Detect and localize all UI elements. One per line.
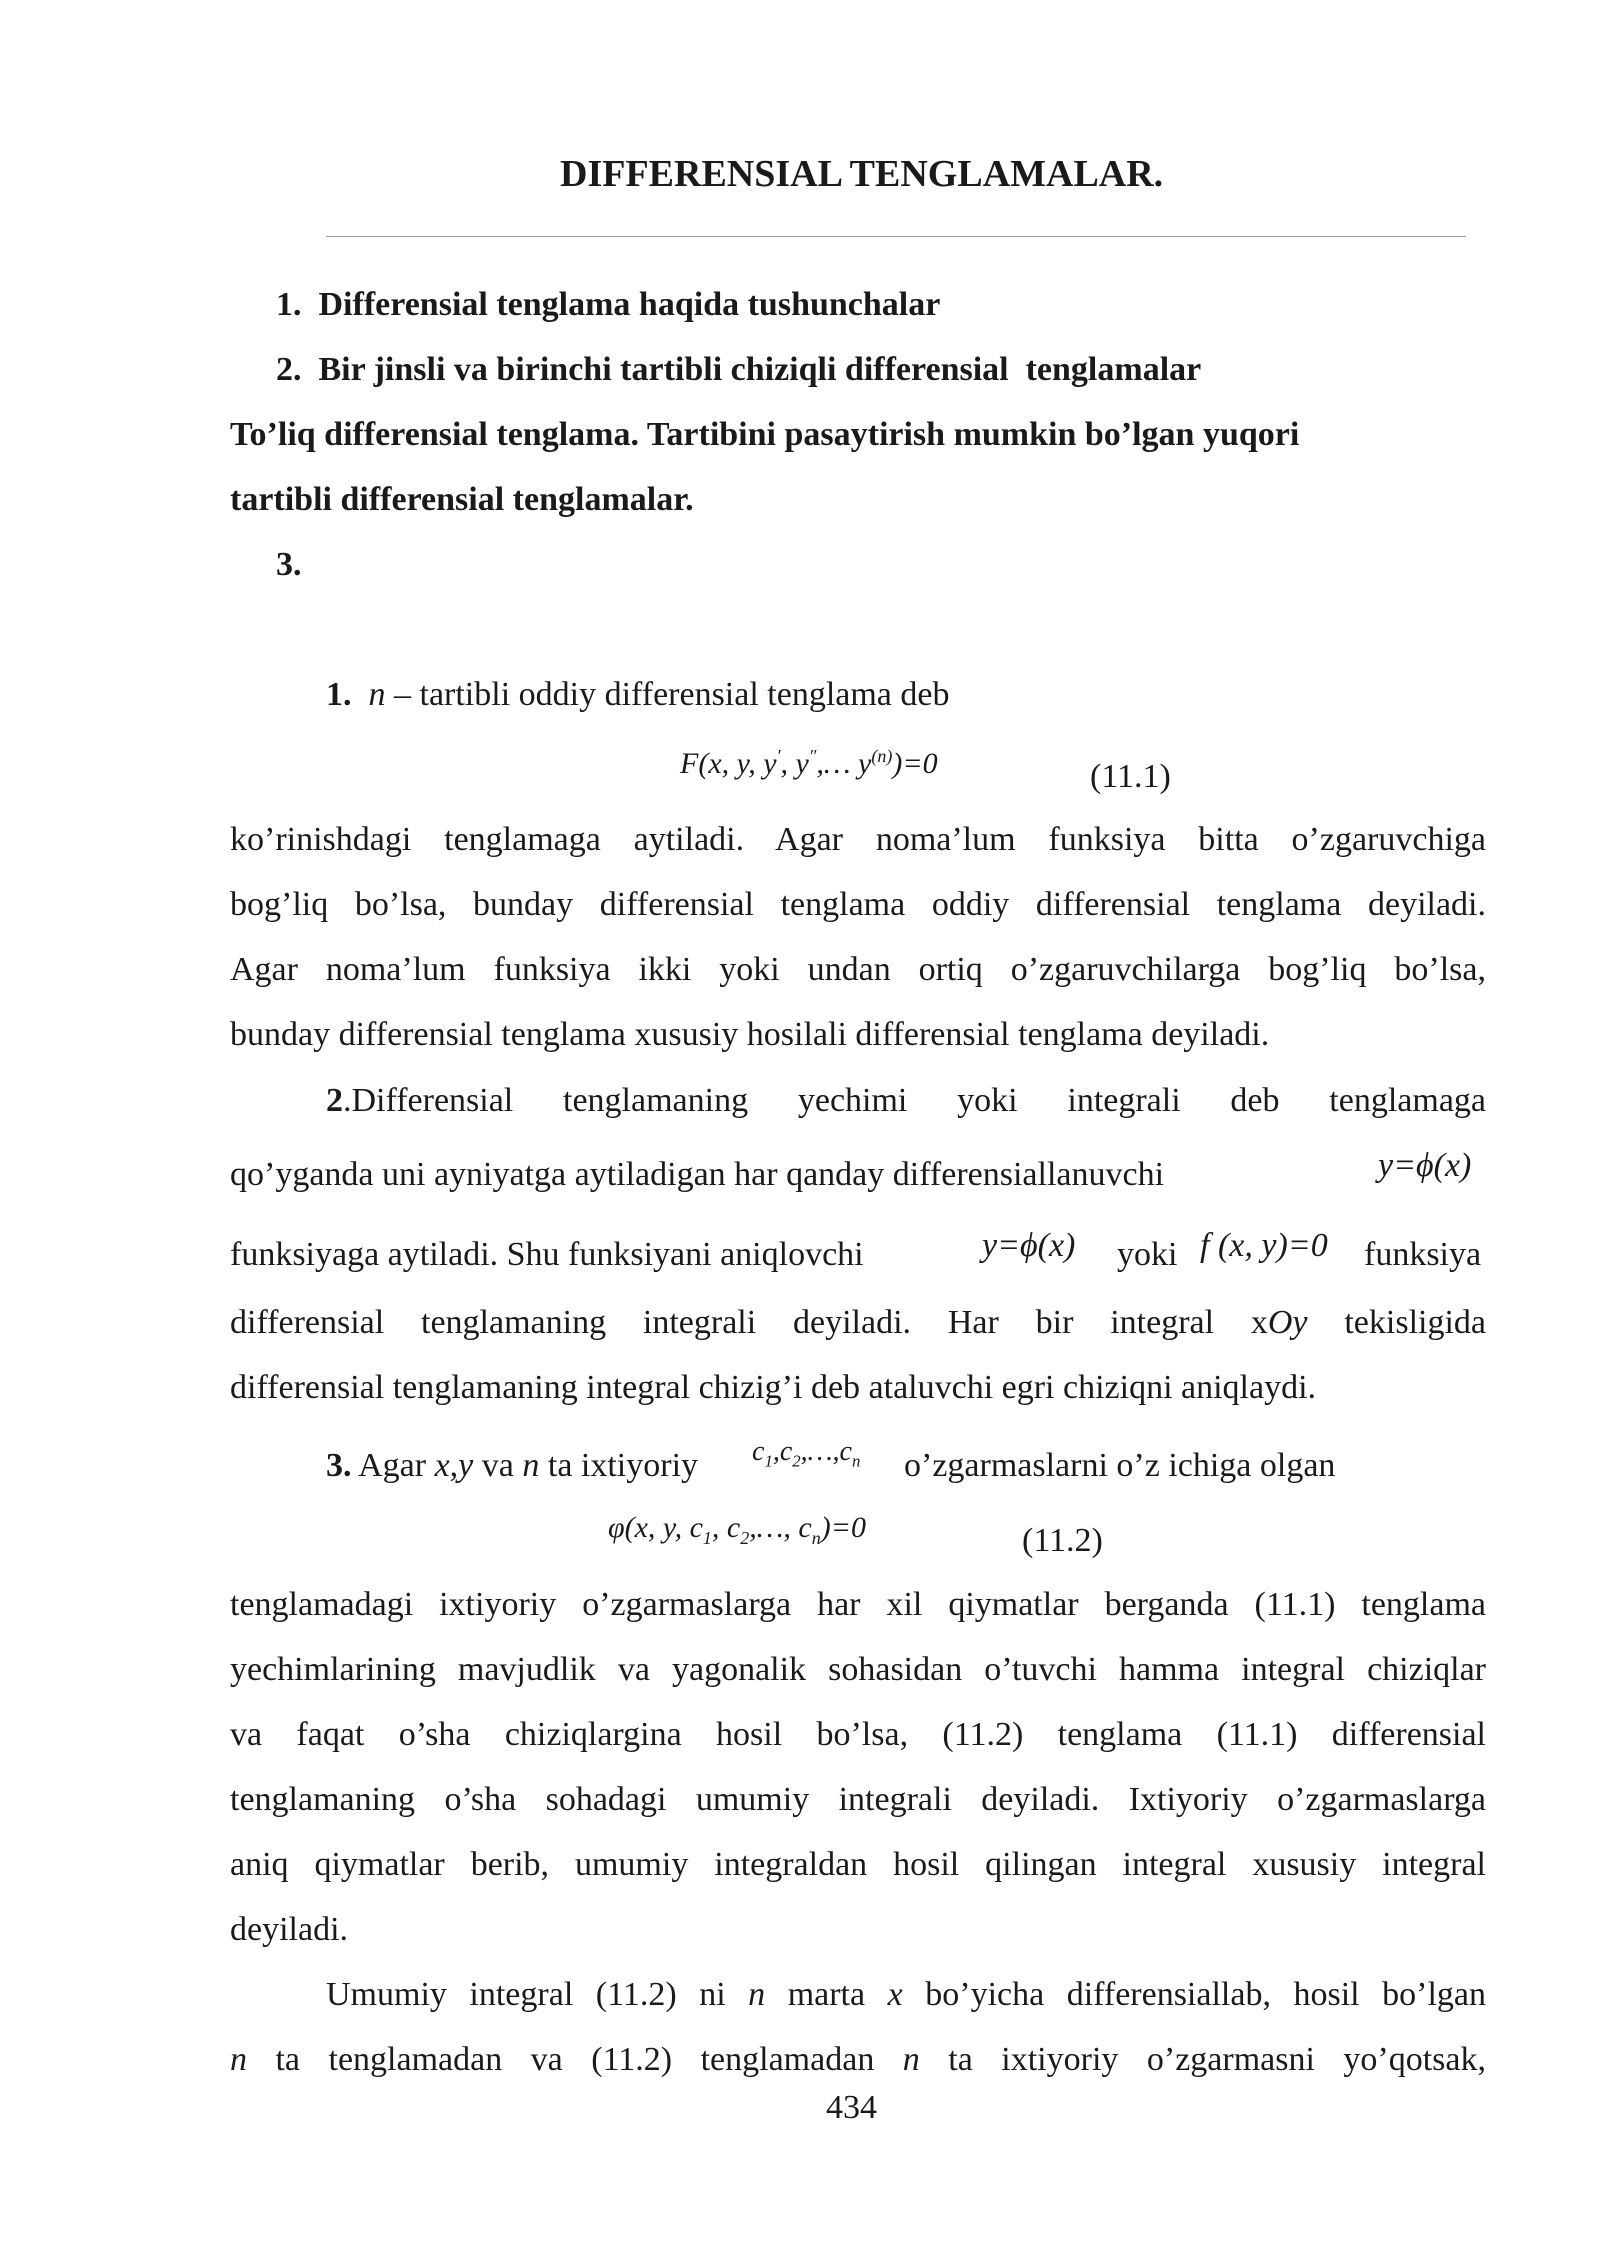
- section-2-line-1-text: .Differensial tenglamaning yechimi yoki integrali deb tenglamaga: [343, 1082, 1486, 1119]
- section-3-line-6: aniq qiymatlar berib, umumiy integraldan hosil qilingan integral xususiy integral: [230, 1846, 1486, 1883]
- outline-item-2: [276, 350, 1201, 390]
- paragraph-4-line-2-text-d: ta ixtiyoriy o’zgarmasni yo’qotsak,: [919, 2041, 1486, 2078]
- section-2-line-4-end: tekisligida: [1307, 1304, 1486, 1341]
- formula-y-phi-x-1: y=ϕ(x): [1378, 1147, 1472, 1184]
- equation-11-2: φ(x, y, $c_1$, $c_2,\dots$, $c_n)=0$: [608, 1511, 866, 1548]
- page-title: DIFFERENSIAL TENGLAMALAR.: [560, 153, 1164, 195]
- section-3-line-7: deyiladi.: [230, 1911, 349, 1948]
- paragraph-4-var-n: n: [748, 1976, 766, 2013]
- outline-item-2-continuation-1: To’liq differensial tenglama. Tartibini pasaytirish mumkin bo’lgan yuqori: [230, 416, 1300, 453]
- page-number: 434: [826, 2089, 877, 2126]
- section-1-line-4: bunday differensial tenglama xususiy hosilali differensial tenglama deyiladi.: [230, 1016, 1270, 1053]
- section-2-number: 2: [326, 1082, 343, 1119]
- paragraph-4-text-c: marta: [765, 1976, 888, 2013]
- section-3-vars-xy: x,y: [434, 1447, 474, 1484]
- paragraph-4-text-a: Umumiy integral (11.2) ni: [326, 1976, 749, 2013]
- outline-item-2-number: 2.: [276, 351, 302, 388]
- section-2-line-3c: funksiya: [1364, 1236, 1482, 1273]
- outline-item-1-text: Differensial tenglama haqida tushunchalar: [318, 286, 941, 323]
- section-3-line-1: [326, 1446, 698, 1486]
- section-3-line-5: tenglamaning o’sha sohadagi umumiy integrali deyiladi. Ixtiyoriy o’zgarmaslarga: [230, 1781, 1486, 1818]
- outline-item-2-text: Bir jinsli va birinchi tartibli chiziqli differensial tenglamalar: [318, 351, 1202, 388]
- section-2-plane-name: Oy: [1267, 1304, 1308, 1341]
- section-1-lead-text: – tartibli oddiy differensial tenglama deb: [385, 676, 950, 713]
- paragraph-4-line-2-var-n: n: [230, 2041, 247, 2078]
- formula-y-phi-x-2: y=ϕ(x): [982, 1227, 1076, 1264]
- paragraph-4-text-e: bo’yicha differensiallab, hosil bo’lgan: [902, 1976, 1486, 2013]
- section-2-line-2: qo’yganda uni ayniyatga aytiladigan har qanday differensiallanuvchi: [230, 1156, 1165, 1193]
- outline-item-3-number: 3.: [276, 546, 302, 583]
- section-3-line-4: va faqat o’sha chiziqlargina hosil bo’lsa, (11.2) tenglama (11.1) differensial: [230, 1716, 1486, 1753]
- outline-item-1: [276, 285, 940, 325]
- section-3-var-n: n: [522, 1447, 540, 1484]
- title-divider: [326, 236, 1466, 237]
- section-3-text-c: va: [473, 1447, 523, 1484]
- section-3-line-2: tenglamadagi ixtiyoriy o’zgarmaslarga har xil qiymatlar berganda (11.1) tenglama: [230, 1586, 1486, 1623]
- section-3-text-e: ta ixtiyoriy: [539, 1447, 699, 1484]
- section-2-line-5: differensial tenglamaning integral chizig’i deb ataluvchi egri chiziqni aniqlaydi.: [230, 1369, 1317, 1406]
- section-2-line-3a: funksiyaga aytiladi. Shu funksiyani aniqlovchi: [230, 1236, 864, 1273]
- paragraph-4-line-2: [230, 2040, 1486, 2080]
- section-1-line-1: ko’rinishdagi tenglamaga aytiladi. Agar noma’lum funksiya bitta o’zgaruvchiga: [230, 821, 1486, 858]
- section-2-line-4: [230, 1303, 1486, 1343]
- paragraph-4-line-1: [326, 1975, 1486, 2015]
- equation-11-1: F(x, y, y′, y″,… $y^{(n)})=0$: [680, 746, 938, 780]
- outline-item-2-continuation-2: tartibli differensial tenglamalar.: [230, 481, 694, 518]
- paragraph-4-line-2-var-n-2: n: [902, 2041, 920, 2078]
- section-2-line-3b: yoki: [1117, 1236, 1178, 1273]
- section-2-line-4-text: differensial tenglamaning integrali deyiladi. Har bir integral x: [230, 1304, 1268, 1341]
- formula-f-x-y-eq-0: f (x, y)=0: [1200, 1227, 1328, 1264]
- paragraph-4-line-2-text-b: ta tenglamadan va (11.2) tenglamadan: [247, 2041, 903, 2078]
- section-3-line-3: yechimlarining mavjudlik va yagonalik sohasidan o’tuvchi hamma integral chiziqlar: [230, 1651, 1486, 1688]
- section-1-lead: [326, 675, 950, 715]
- section-1-line-3: Agar noma’lum funksiya ikki yoki undan ortiq o’zgaruvchilarga bog’liq bo’lsa,: [230, 951, 1486, 988]
- section-1-line-2: bog’liq bo’lsa, bunday differensial tenglama oddiy differensial tenglama deyiladi.: [230, 886, 1486, 923]
- section-2-line-1: [326, 1081, 1486, 1121]
- section-1-var-n: n: [368, 676, 386, 713]
- equation-11-1-label: (11.1): [1090, 758, 1171, 795]
- paragraph-4-var-x: x: [887, 1976, 903, 2013]
- section-3-text-a: Agar: [351, 1447, 435, 1484]
- section-3-number: 3.: [326, 1447, 352, 1484]
- formula-constants-c1-cn: $c_1,c_2,\dots,c_n$: [752, 1436, 861, 1471]
- equation-11-2-label: (11.2): [1022, 1522, 1103, 1559]
- section-1-number: 1.: [326, 676, 352, 713]
- section-3-line-1-end: o’zgarmaslarni o’z ichiga olgan: [904, 1447, 1336, 1484]
- outline-item-1-number: 1.: [276, 286, 302, 323]
